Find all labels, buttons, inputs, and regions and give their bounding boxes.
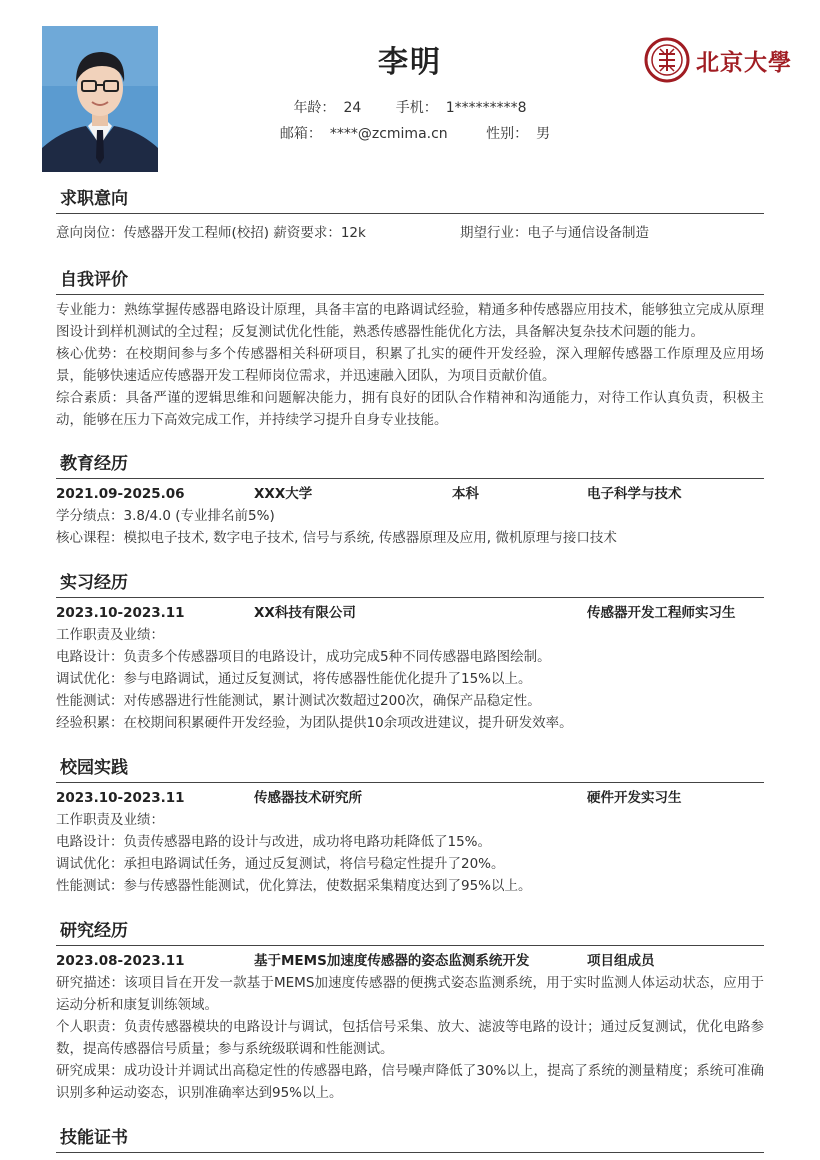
age-field [293,97,361,117]
campus-line: 调试优化：承担电路调试任务，通过反复测试，将信号稳定性提升了20%。 [56,856,505,872]
gender-field [486,123,550,143]
education-section [56,452,764,549]
position-value: 传感器开发工程师(校招) [123,225,270,241]
self-eval-paragraph: 核心优势：在校期间参与多个传感器相关科研项目，积累了扎实的硬件开发经验，深入理解传感器工作原理及应用场景，能够快速适应传感器开发工程师岗位需求，并迅速融入团队，为项目贡献价值。 [56,346,764,384]
phone-label: 手机： [395,100,438,116]
university-logo-text: 北京大學 [696,48,792,76]
salary-value: 12k [340,225,366,241]
internship-line: 电路设计：负责多个传感器项目的电路设计，成功完成5种不同传感器电路图绘制。 [56,649,551,665]
skills-section [56,1126,764,1153]
university-seal-icon [644,37,690,83]
internship-heading: 实习经历 [56,571,764,598]
job-intent-row [56,222,764,244]
research-paragraph: 研究成果：成功设计并调试出高稳定性的传感器电路，信号噪声降低了30%以上，提高了系统的测量精度；系统可准确识别多种运动姿态，识别准确率达到95%以上。 [56,1063,764,1101]
research-period: 2023.08-2023.11 [56,953,185,969]
university-logo [644,36,792,84]
campus-org: 传感器技术研究所 [254,790,362,806]
campus-header-row [56,787,764,809]
campus-line: 电路设计：负责传感器电路的设计与改进，成功将电路功耗降低了15%。 [56,834,492,850]
email-field [280,123,448,143]
internship-line: 工作职责及业绩： [56,627,164,643]
research-role: 项目组成员 [587,953,655,969]
contact-row-2 [0,123,820,143]
job-intent-section [56,187,764,244]
research-header-row [56,950,764,972]
self-eval-paragraph: 专业能力：熟练掌握传感器电路设计原理，具备丰富的电路调试经验，精通多种传感器应用技术，能够独立完成从原理图设计到样机测试的全过程；反复测试优化性能，熟悉传感器性能优化方法，具备解决复杂技术问题的能力。 [56,302,764,340]
education-courses: 核心课程：模拟电子技术, 数字电子技术, 信号与系统, 传感器原理及应用, 微机原理与接口技术 [56,530,617,546]
campus-heading: 校园实践 [56,756,764,783]
internship-section [56,571,764,734]
campus-section [56,756,764,897]
contact-row-1 [0,97,820,117]
internship-period: 2023.10-2023.11 [56,605,185,621]
research-section [56,919,764,1104]
internship-line: 性能测试：对传感器进行性能测试，累计测试次数超过200次，确保产品稳定性。 [56,693,541,709]
education-gpa: 学分绩点：3.8/4.0 (专业排名前5%) [56,508,275,524]
internship-company: XX科技有限公司 [254,605,356,621]
salary-label: 薪资要求： [273,225,341,241]
campus-period: 2023.10-2023.11 [56,790,185,806]
education-heading: 教育经历 [56,452,764,479]
research-paragraph: 个人职责：负责传感器模块的电路设计与调试，包括信号采集、放大、滤波等电路的设计；通过反复测试，优化电路参数，提高传感器信号质量；参与系统级联调和性能测试。 [56,1019,764,1057]
skills-heading: 技能证书 [56,1126,764,1153]
phone-field [396,97,527,117]
self-eval-heading: 自我评价 [56,268,764,295]
industry-value: 电子与通信设备制造 [527,225,649,241]
internship-line: 调试优化：参与电路调试，通过反复测试，将传感器性能优化提升了15%以上。 [56,671,532,687]
campus-line: 工作职责及业绩： [56,812,164,828]
research-paragraph: 研究描述：该项目旨在开发一款基于MEMS加速度传感器的便携式姿态监测系统，用于实时监测人体运动状态，应用于运动分析和康复训练领域。 [56,975,764,1013]
gender-label: 性别： [486,126,529,142]
industry-label: 期望行业： [460,225,528,241]
email-label: 邮箱： [279,126,322,142]
age-value: 24 [343,100,362,116]
education-major: 电子科学与技术 [587,486,682,502]
education-school: XXX大学 [254,486,313,502]
position-label: 意向岗位： [56,225,124,241]
phone-value: 1*********8 [445,100,527,116]
internship-line: 经验积累：在校期间积累硬件开发经验，为团队提供10余项改进建议，提升研发效率。 [56,715,573,731]
education-header-row [56,483,764,505]
job-intent-heading: 求职意向 [56,187,764,214]
candidate-name: 李明 [378,45,442,80]
email-value: ****@zcmima.cn [329,126,448,142]
education-degree: 本科 [452,486,479,502]
education-period: 2021.09-2025.06 [56,486,185,502]
internship-header-row [56,602,764,624]
research-project: 基于MEMS加速度传感器的姿态监测系统开发 [254,953,530,969]
campus-line: 性能测试：参与传感器性能测试，优化算法，使数据采集精度达到了95%以上。 [56,878,532,894]
internship-role: 传感器开发工程师实习生 [587,605,736,621]
self-eval-section [56,268,764,431]
age-label: 年龄： [293,100,336,116]
self-eval-paragraph: 综合素质：具备严谨的逻辑思维和问题解决能力，拥有良好的团队合作精神和沟通能力，对待工作认真负责，积极主动，能够在压力下高效完成工作，并持续学习提升自身专业技能。 [56,390,764,428]
job-intent-position [56,222,460,244]
research-heading: 研究经历 [56,919,764,946]
gender-value: 男 [536,126,551,142]
job-intent-industry [460,222,649,244]
campus-role: 硬件开发实习生 [587,790,682,806]
